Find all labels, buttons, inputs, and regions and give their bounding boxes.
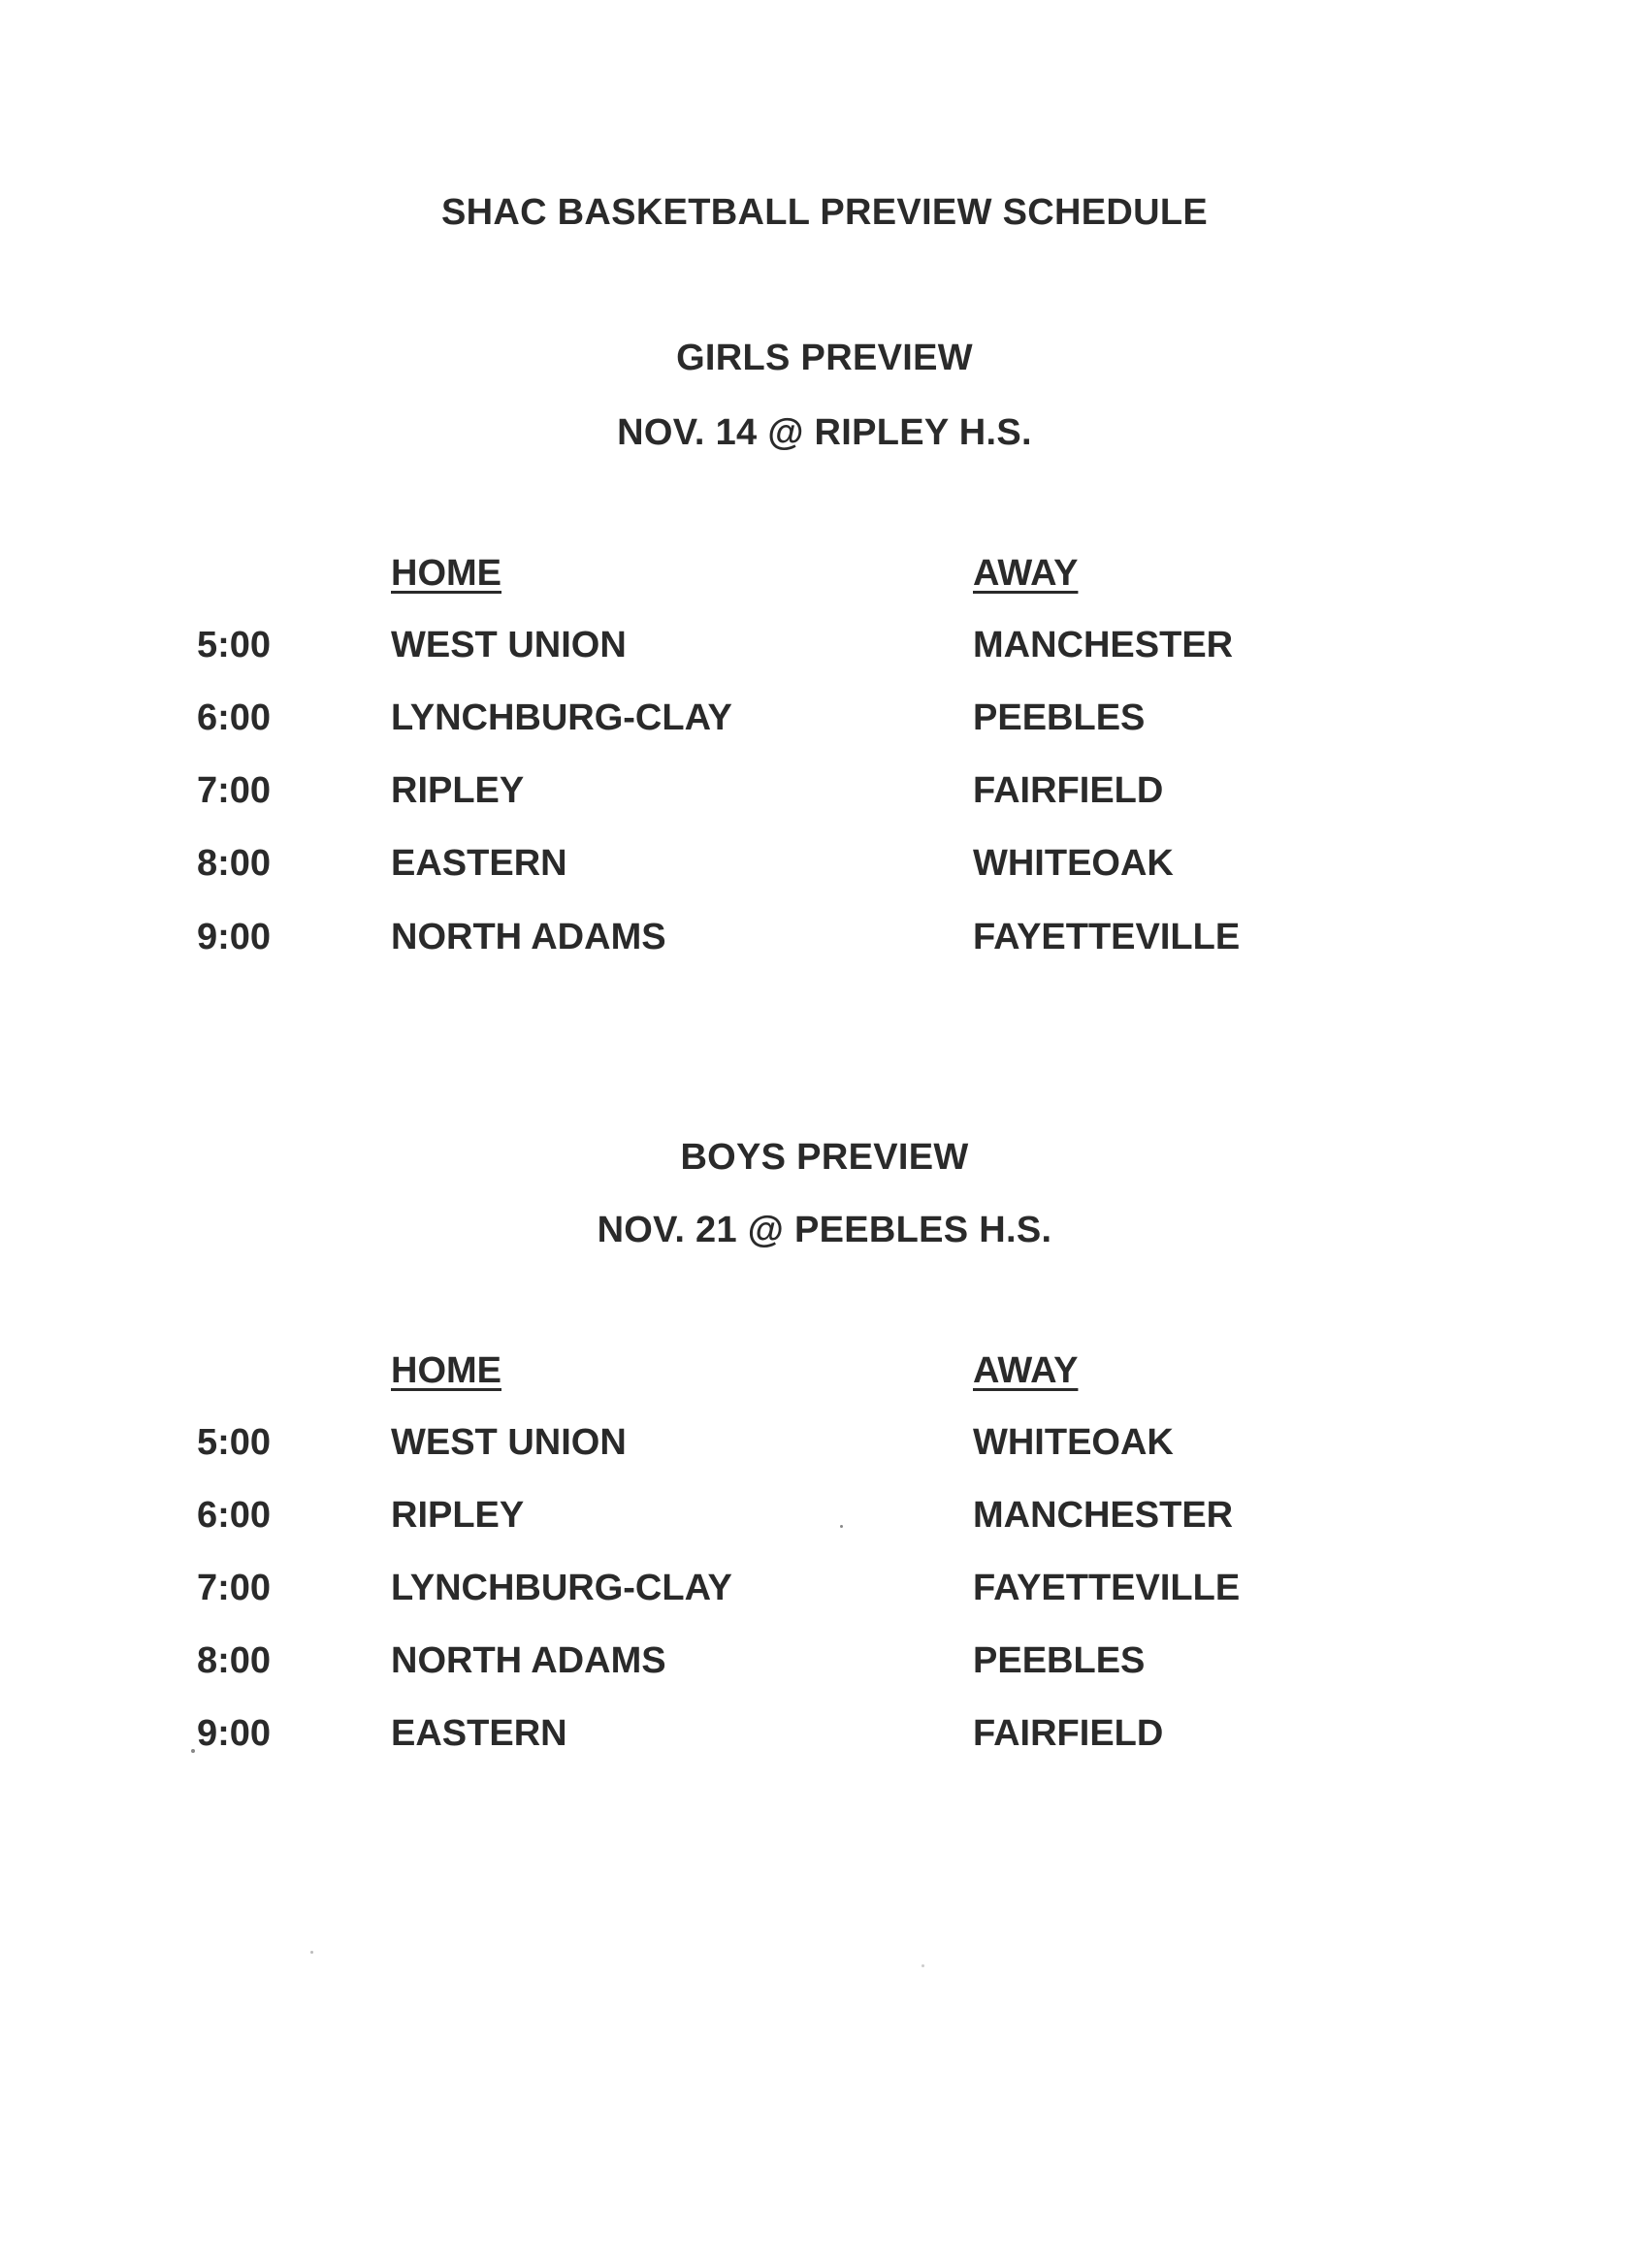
game-time: 7:00 xyxy=(197,1568,272,1608)
home-team: WEST UNION xyxy=(391,625,627,665)
scan-speck xyxy=(191,1749,195,1753)
away-column-header: AWAY xyxy=(973,553,1079,594)
home-team: LYNCHBURG-CLAY xyxy=(391,697,732,738)
away-team: PEEBLES xyxy=(973,697,1146,738)
game-time: 8:00 xyxy=(197,1640,272,1681)
schedule-row xyxy=(0,1422,1649,1471)
schedule-row xyxy=(0,917,1649,965)
schedule-row xyxy=(0,625,1649,673)
game-time: 8:00 xyxy=(197,843,272,884)
scan-speck xyxy=(922,1964,924,1967)
away-team: WHITEOAK xyxy=(973,1422,1174,1463)
away-team: MANCHESTER xyxy=(973,1495,1234,1536)
schedule-row xyxy=(0,1495,1649,1543)
home-team: NORTH ADAMS xyxy=(391,917,666,957)
away-team: FAYETTEVILLE xyxy=(973,917,1241,957)
scan-speck xyxy=(840,1525,843,1528)
game-time: 6:00 xyxy=(197,697,272,738)
game-time: 7:00 xyxy=(197,770,272,811)
away-team: WHITEOAK xyxy=(973,843,1174,884)
away-team: FAYETTEVILLE xyxy=(973,1568,1241,1608)
home-team: WEST UNION xyxy=(391,1422,627,1463)
away-column-header: AWAY xyxy=(973,1350,1079,1391)
away-team: FAIRFIELD xyxy=(973,770,1164,811)
home-team: NORTH ADAMS xyxy=(391,1640,666,1681)
game-time: 9:00 xyxy=(197,1713,272,1754)
boys-schedule-header-row xyxy=(0,1350,1649,1399)
schedule-row xyxy=(0,843,1649,891)
girls-schedule-header-row xyxy=(0,553,1649,601)
home-column-header: HOME xyxy=(391,553,501,594)
schedule-row xyxy=(0,770,1649,819)
schedule-row xyxy=(0,1568,1649,1616)
schedule-row xyxy=(0,1713,1649,1762)
game-time: 9:00 xyxy=(197,917,272,957)
boys-preview-heading: BOYS PREVIEW xyxy=(680,1137,969,1178)
home-team: RIPLEY xyxy=(391,770,525,811)
away-team: FAIRFIELD xyxy=(973,1713,1164,1754)
game-time: 5:00 xyxy=(197,1422,272,1463)
scan-speck xyxy=(310,1951,313,1954)
game-time: 6:00 xyxy=(197,1495,272,1536)
home-team: EASTERN xyxy=(391,843,567,884)
schedule-row xyxy=(0,1640,1649,1689)
home-column-header: HOME xyxy=(391,1350,501,1391)
page-title: SHAC BASKETBALL PREVIEW SCHEDULE xyxy=(440,192,1209,233)
game-time: 5:00 xyxy=(197,625,272,665)
boys-preview-date-location: NOV. 21 @ PEEBLES H.S. xyxy=(597,1210,1052,1250)
girls-preview-date-location: NOV. 14 @ RIPLEY H.S. xyxy=(617,412,1032,453)
home-team: EASTERN xyxy=(391,1713,567,1754)
girls-preview-heading: GIRLS PREVIEW xyxy=(676,338,973,378)
schedule-row xyxy=(0,697,1649,746)
home-team: RIPLEY xyxy=(391,1495,525,1536)
home-team: LYNCHBURG-CLAY xyxy=(391,1568,732,1608)
away-team: MANCHESTER xyxy=(973,625,1234,665)
away-team: PEEBLES xyxy=(973,1640,1146,1681)
